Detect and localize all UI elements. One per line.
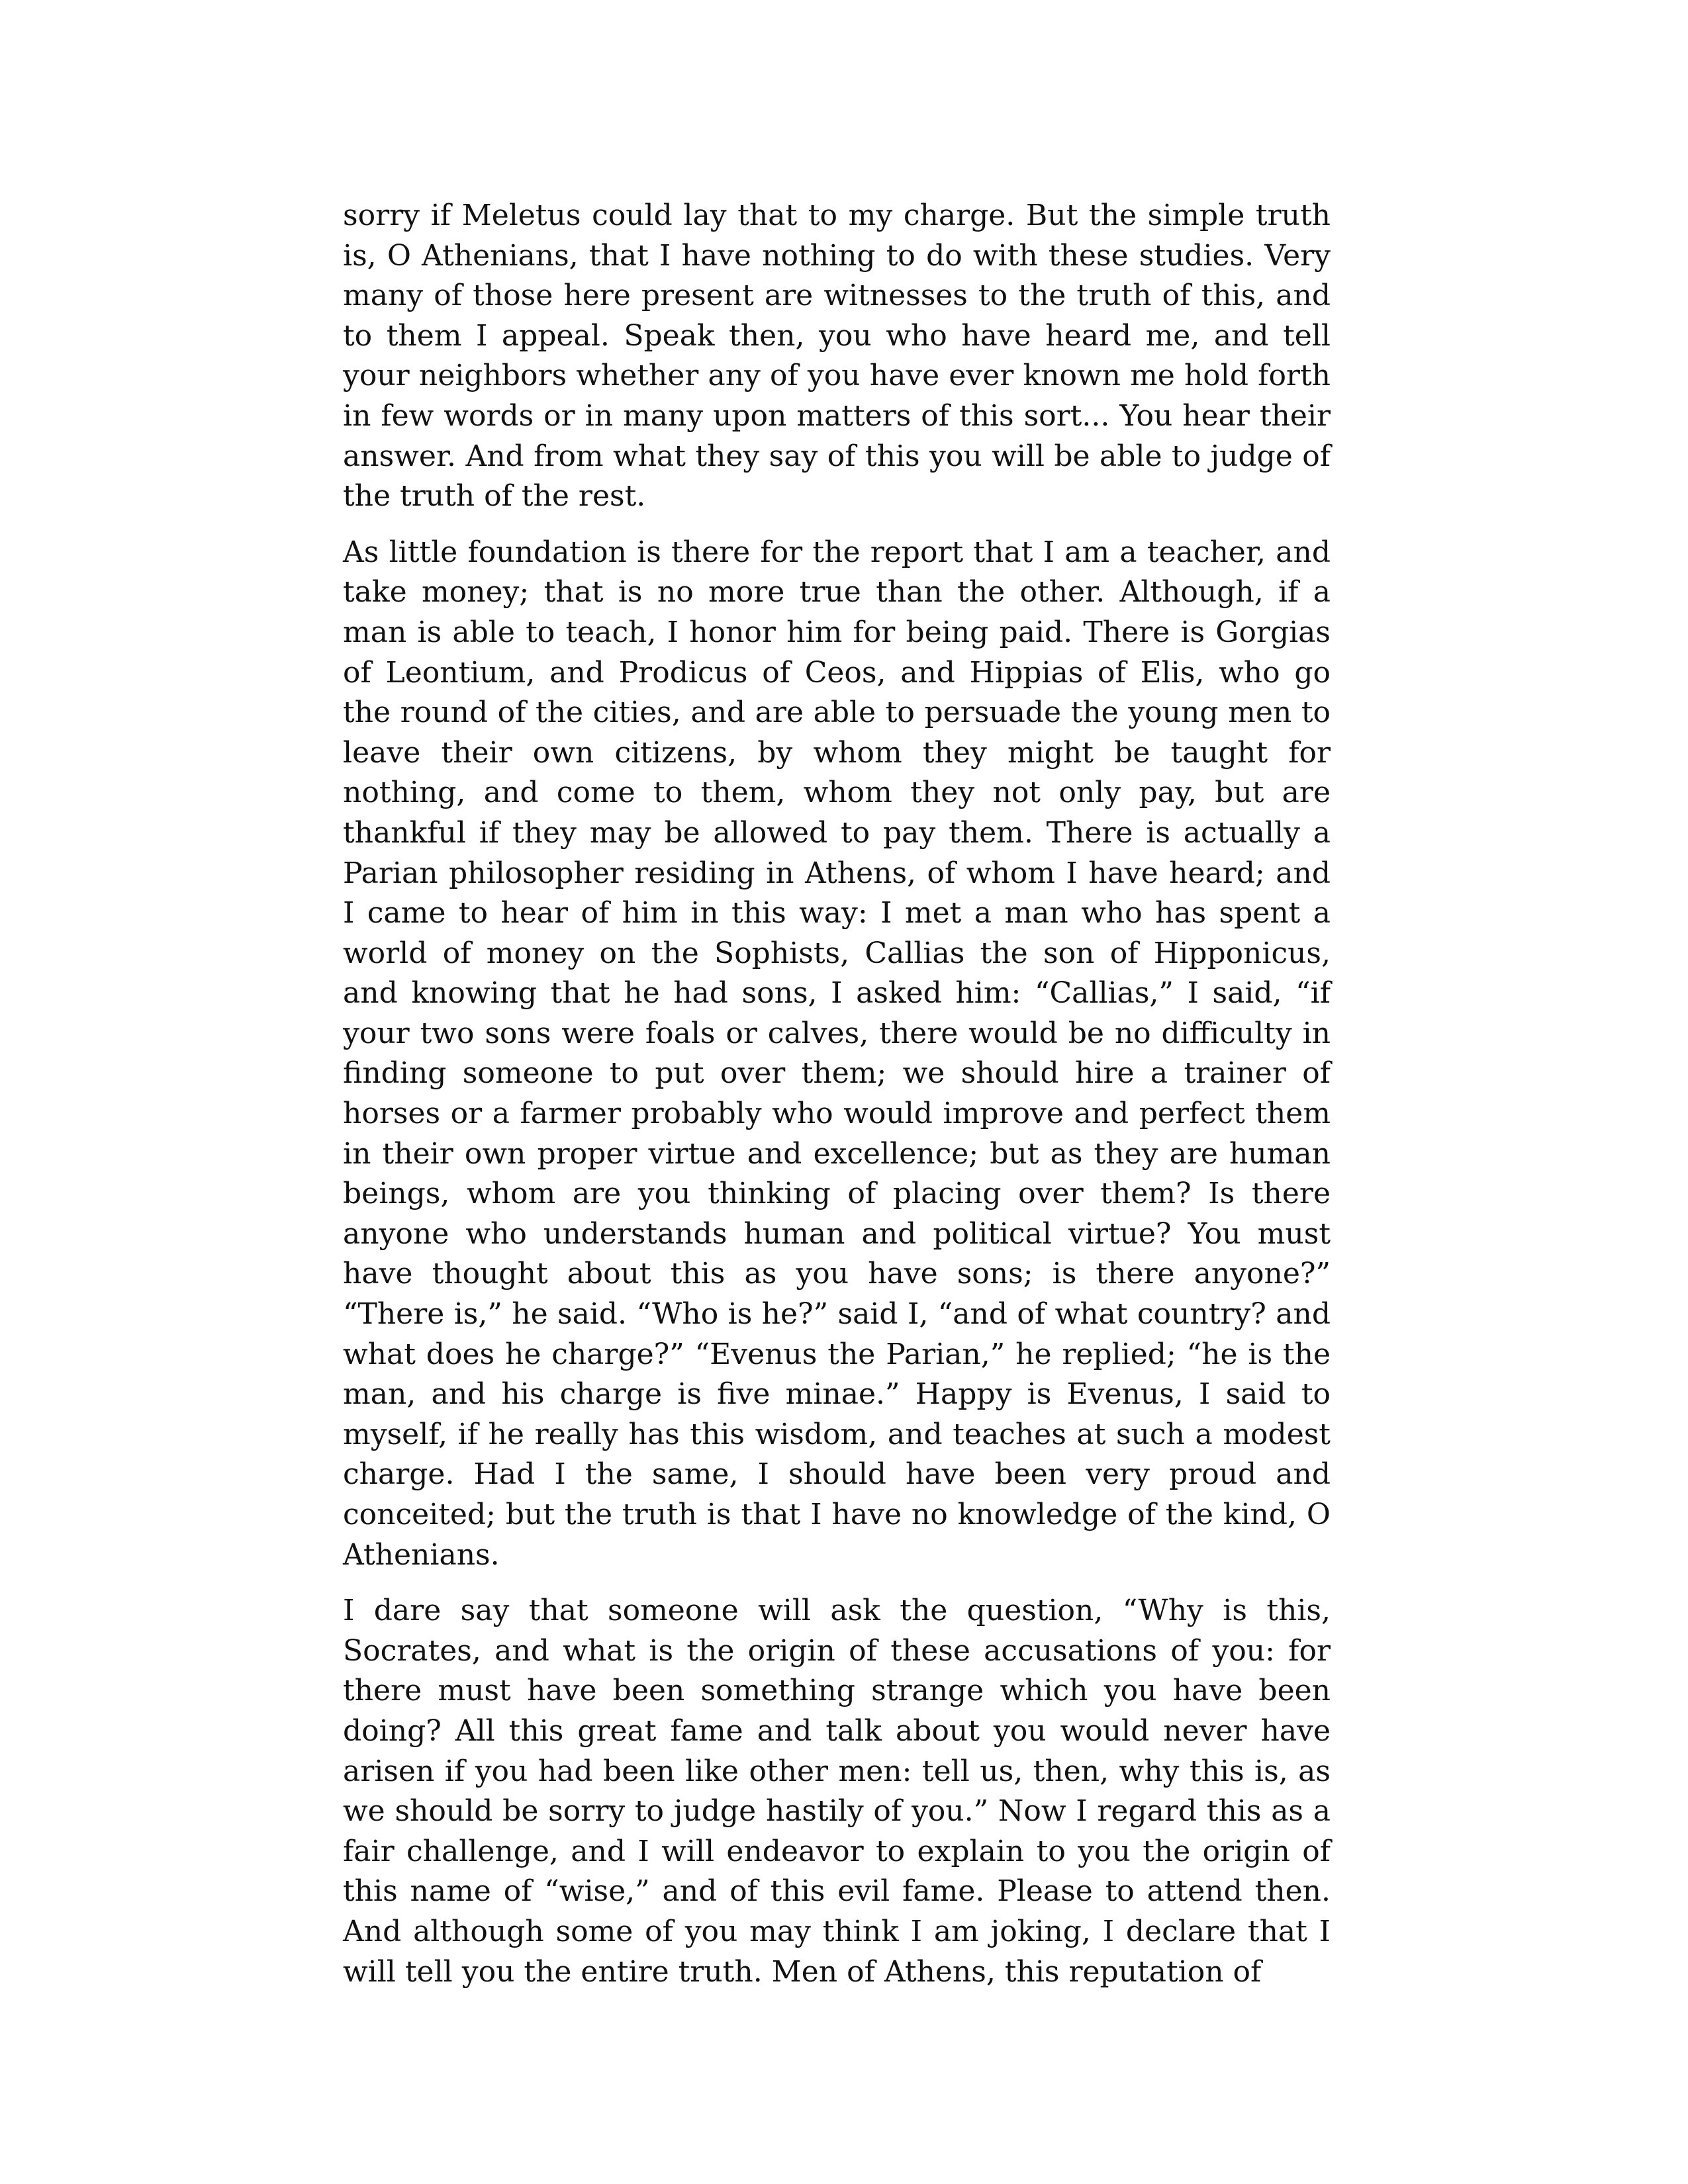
- paragraph-2: As little foundation is there for the report that I am a teacher, and take money; that is no more true than the other. Although, if a man is able to teach, I honor him for being paid. There is Gorgias of Leontium, and Prodicus of Ceos, and Hippias of Elis, who go the round of the cities, and are able to persuade the young men to leave their own citizens, by whom they might be taught for nothing, and come to them, whom they not only pay, but are thankful if they may be allowed to pay them. There is actually a Parian philosopher residing in Athens, of whom I have heard; and I came to hear of him in this way: I met a man who has spent a world of money on the Sophists, Callias the son of Hipponicus, and knowing that he had sons, I asked him: “Callias,” I said, “if your two sons were foals or calves, there would be no difficulty in finding someone to put over them; we should hire a trainer of horses or a farmer probably who would improve and perfect them in their own proper virtue and excellence; but as they are human beings, whom are you thinking of placing over them? Is there anyone who understands human and political virtue? You must have thought about this as you have sons; is there anyone?” “There is,” he said. “Who is he?” said I, “and of what country? and what does he charge?” “Evenus the Parian,” he replied; “he is the man, and his charge is five minae.” Happy is Evenus, I said to myself, if he really has this wisdom, and teaches at such a modest charge. Had I the same, I should have been very proud and conceited; but the truth is that I have no knowledge of the kind, O Athenians.: [343, 535, 1331, 1572]
- body-text: [343, 196, 1331, 2008]
- paragraph-3: I dare say that someone will ask the question, “Why is this, Socrates, and what is the origin of these accusations of you: for there must have been something strange which you have been doing? All this great fame and talk about you would never have arisen if you had been like other men: tell us, then, why this is, as we should be sorry to judge hastily of you.” Now I regard this as a fair challenge, and I will endeavor to explain to you the origin of this name of “wise,” and of this evil fame. Please to attend then. And although some of you may think I am joking, I declare that I will tell you the entire truth. Men of Athens, this reputation of: [343, 1594, 1331, 1989]
- paragraph-1: sorry if Meletus could lay that to my charge. But the simple truth is, O Athenians, that I have nothing to do with these studies. Very many of those here present are witnesses to the truth of this, and to them I appeal. Speak then, you who have heard me, and tell your neighbors whether any of you have ever known me hold forth in few words or in many upon matters of this sort... You hear their answer. And from what they say of this you will be able to judge of the truth of the rest.: [343, 199, 1331, 514]
